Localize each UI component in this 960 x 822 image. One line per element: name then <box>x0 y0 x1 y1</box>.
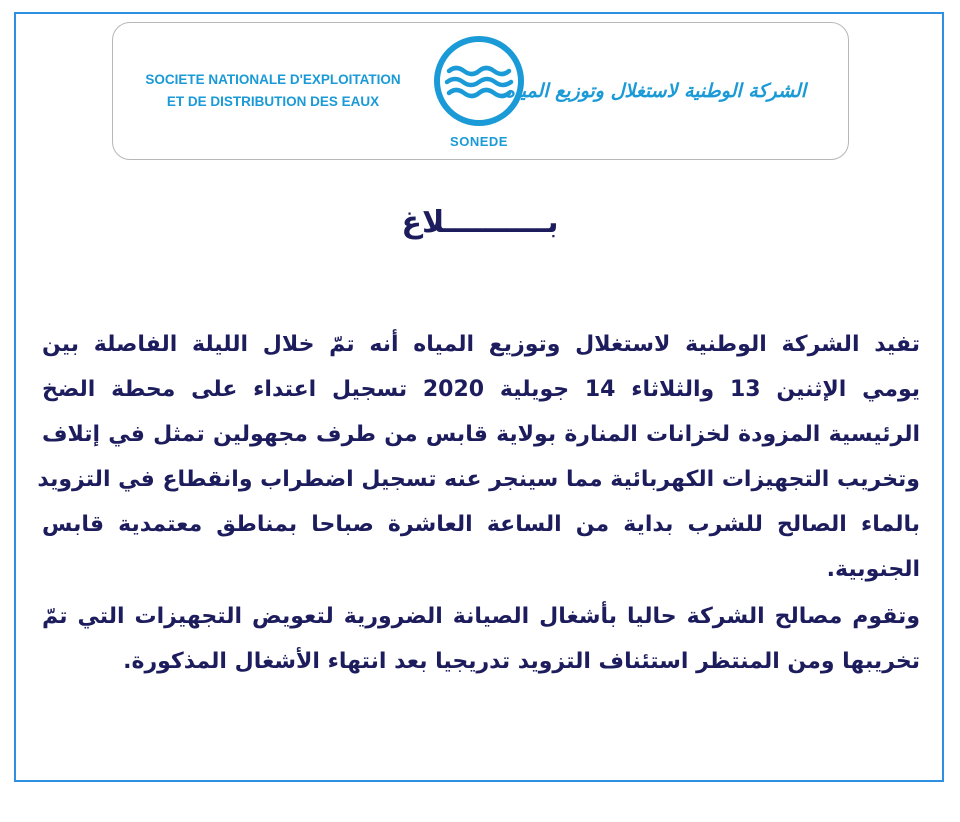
paragraph-2-line-1: وتقوم مصالح الشركة حاليا بأشغال الصيانة الضرورية لتعويض التجهيزات التي تمّ <box>42 604 920 629</box>
paragraph-1-line-1: تفيد الشركة الوطنية لاستغلال وتوزيع المياه أنه تمّ خلال الليلة الفاصلة بين <box>42 332 920 357</box>
notice-title: بــــــــــلاغ <box>401 205 559 240</box>
paragraph-1-line-2: يومي الإثنين 13 والثلاثاء 14 جويلية 2020 تسجيل اعتداء على محطة الضخ <box>42 377 921 402</box>
paragraph-1-line-4: وتخريب التجهيزات الكهربائية مما سينجر عنه تسجيل اضطراب وانقطاع في التزويد <box>37 467 920 492</box>
paragraph-1-line-5: بالماء الصالح للشرب بداية من الساعة العاشرة صباحا بمناطق معتمدية قابس <box>42 512 920 537</box>
logo-label: SONEDE <box>450 134 508 149</box>
company-name-ar: الشركة الوطنية لاستغلال وتوزيع المياه <box>504 80 806 102</box>
company-name-fr <box>143 69 403 113</box>
letterhead <box>112 22 849 160</box>
paragraph-2-line-2: تخريبها ومن المنتظر استئناف التزويد تدريجيا بعد انتهاء الأشغال المذكورة. <box>123 649 920 674</box>
paragraph-2 <box>42 594 920 684</box>
company-name-fr-line1: SOCIETE NATIONALE D'EXPLOITATION <box>145 72 401 87</box>
notice-body <box>37 322 921 684</box>
paragraph-1 <box>37 322 921 592</box>
paragraph-1-line-6: الجنوبية. <box>826 557 920 582</box>
company-name-fr-line2: ET DE DISTRIBUTION DES EAUX <box>166 94 380 109</box>
paragraph-1-line-3: الرئيسية المزودة لخزانات المنارة بولاية قابس من طرف مجهولين تمثل في إتلاف <box>42 422 920 447</box>
